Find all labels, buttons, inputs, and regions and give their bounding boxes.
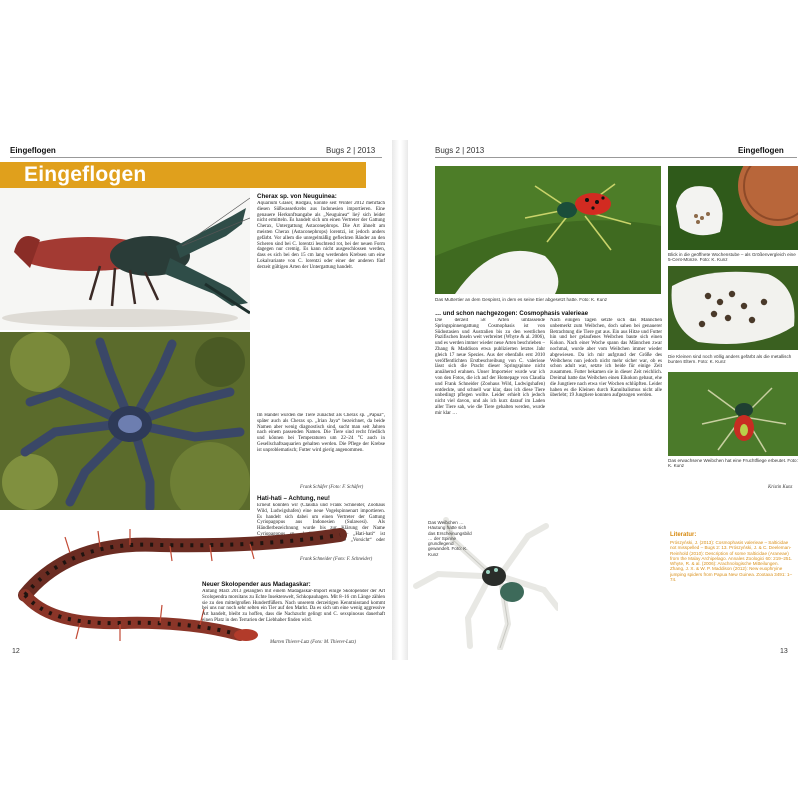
header-rule-right (435, 157, 797, 158)
page-number-right: 13 (780, 648, 788, 655)
article-heading: … und schon nachgezogen: Cosmophasis valerieae (435, 310, 589, 317)
issue-label-right: Bugs 2 | 2013 (435, 146, 485, 155)
centipede-credit: Marten Thierer-Lutz (Foto: M. Thierer-Lutz) (270, 640, 356, 645)
cherax-credit: Frank Schäfer (Foto: F. Schäfer) (300, 485, 364, 490)
section-banner (0, 162, 366, 188)
caption-nest: Das Muttertier an dem Gespinst, in dem es seine Eier abgesetzt hatte. Foto: K. Kunz (435, 297, 608, 302)
female-spider-photo (668, 372, 798, 456)
spiderlings-photo (668, 266, 798, 350)
article-author: Kristin Kunz (768, 485, 793, 490)
egg-sac-photo (668, 166, 798, 250)
crayfish-photo (0, 188, 250, 330)
book-gutter (392, 140, 408, 660)
hatihati-heading: Hati-hati – Achtung, neu! (257, 495, 330, 502)
caption-egg-sac: Blick in die geöffnete Wochenstube – als Größenvergleich eine 5-Cent-Münze. Foto: K. Kunz (668, 252, 796, 263)
cherax-trade-text: Im Handel wurden die Tiere zunächst als Cherax sp. „Papua“, später auch als Cherax sp. „Irian Jaya“ bezeichnet, da beide Namen aber wenig diagnostisch sind, sucht man seit Jahren nach einem passenden Namen. Die Tiere sind recht friedlich und können bei Temperaturen um 22–24 °C auch in Gesellschaftsaquarien gehalten werden. Die Pflege der Krebse ist unproblematisch; Futter wird gierig angenommen. (257, 413, 385, 453)
hatihati-credit: Frank Schneider (Foto: F. Schneider) (300, 557, 373, 562)
running-head-right: Eingeflogen (738, 146, 784, 155)
article-column-2: Nach einigen Tagen setzte sich das Männchen unbemerkt zum Weibchen, doch sahen bei genauerer Betrachtung die Tiere gut aus. Ein aus Hitze und Futter hin und her gelaufenes Weibchen baute sich einen Kokon. Nach einer Woche spann das Männchen zwar nochmal, wurde aber vom Weibchen immer wieder abgewiesen. Da ich mir aufgrund der Größe des Weibchens nun jedoch nicht mehr sicher war, ob es schon adult war, setzte ich beide für einige Zeit zusammen. Futter bekamen sie in dieser Zeit reichlich. Dreimal hatte das Weibchen einen Eikokon gebaut, ehe die Jungtiere nach etwa vier Wochen schlüpften. Leider haben es die Kleinen durch Kannibalismus nicht alle überlebt; 19 Jungtiere konnten aufgezogen werden. (550, 318, 662, 399)
caption-white-spider: Das Weibchen … Häutung hatte sich das Erscheinungsbild … der Spinne grundlegend gewandelt. Foto: K. Kunz (428, 520, 472, 557)
cherax-heading: Cherax sp. von Neuguinea: (257, 193, 337, 200)
running-head-left: Eingeflogen (10, 146, 56, 155)
page-number-left: 12 (12, 648, 20, 655)
tarantula-photo (0, 332, 250, 510)
header-rule (10, 157, 382, 158)
cherax-text: Aquarium Glaser, Rodgau, konnte seit Winter 2012 mehrfach diesen Süßwasserkrebs aus Indonesien importieren. Eine genauere Herkunftsangabe als „Neuguinea“ lieÿ sich leider nicht ermitteln. Es handelt sich um einen Vertreter der Gattung Cherax, Untergattung Astaconephrops. Die Art ähnelt am meisten Cherax (Astaconephrops) lorentzi, ist jedoch anders gefärbt. Vor allem die unregelmäßig gefleckten Ränder an den Scheren sind bei C. lorentzi leuchtend rot, bei der neuen Form dagegen nur cremig. Es kann nicht ausgeschlossen werden, dass es sich bei den 15 cm lang werdenden Krebsen um eine Lokalvariante von C. lorentzi oder einer der anderen fünf derzeit gültigen Arten der Untergattung handelt. (257, 201, 385, 270)
centipede-heading: Neuer Skolopender aus Madagaskar: (202, 581, 311, 588)
right-page (408, 140, 800, 660)
left-page (0, 140, 392, 660)
literature-heading: Literatur: (670, 532, 697, 538)
hatihati-text: Erneut konnten wir (Claudia und Frank Schneider, Zoohaus Wild, Ludwigshafen) eine neue Vogelspinnenart importieren. Es handelt sich dabei um einen Vertreter der Gattung Cyriopagopus aus Indonesien (Sulawesi). Als Händlerbezeichnung wurde bis zur Klärung der Name Cyriopagopus sp. „hatihati“ gewählt – „Hati-hati“ ist indonesisch und bedeutet so viel wie „Vorsicht“ oder „Achtung“. (257, 503, 385, 549)
centipede-text: Anfang März 2013 gelangten mit einem Madagaskar-Import einige Skolopender der Art Scolopendra morsitans zu Echte Insektenwelt, Schkopauhagen. Mit 8–16 cm Länge zählen sie zu den mittelgroßen Hundertfüßern. Nach unserem derzeitigen Kenntnisstand kommt bei uns nur noch sehr selten ein Tier auf den Markt. Da es sich um eine wenig aggressive Art handelt, bleibt zu hoffen, dass die Nachzucht gelingt und C. sexspinosus dauerhaft einen Platz in den Terrarien der Liebhaber finden wird. (202, 589, 385, 623)
spider-nest-photo (435, 166, 661, 294)
caption-female: Das erwachsene Weibchen hat eine Fruchtfliege erbeutet. Foto: K. Kunz (668, 458, 798, 469)
banner-title: Eingeflogen (24, 163, 147, 186)
issue-label-left: Bugs 2 | 2013 (326, 146, 376, 155)
caption-spiderlings: Die Kleinen sind noch völlig anders gefärbt als die metallisch bunten Eltern. Foto: K. Kunz (668, 354, 792, 365)
literature-text: Prószyński, J. (2013): Cosmophasis valerieae – Salticidae not misspelled – Bugs 2: 13. Prószyński, J. & C. Deeleman-Reinhold (2010): Description of some Salticidae (Araneae) from the Malay Archipelago. Annales Zoologici 60: 219–251. Whyte, R. & al. (2006): Arachnologische Mitteilungen. Zhang, J. X. & W. P. Maddison (2012): New euophryine jumping spiders from Papua New Guinea. Zootaxa 3491: 1–74. (670, 540, 793, 583)
article-column-1: Die derzeit 58 Arten umfassende Springspinnengattung Cosmophasis ist von Südostasien und Australien bis zu den westlichen Pazifischen Inseln weit verbreitet (Whyte & al. 2006), und es werden immer wieder neue Arten beschrieben – Zhang & Maddison etwa publizierten letztes Jahr gleich 17 neue Spezies. Aus der ebenfalls erst 2010 veröffentlichten Erstbeschreibung von C. valerieae lässt sich die Pracht dieser Springspinne nicht annähernd erahnen. Unser Importeier wurde war ich von den Fotos, die ich auf der Homepage von Claudia und Frank Schneider (Zoohaus Wild, Ludwigshafen) entdeckte, und schnell war klar, dass ich diese Tiere unbedingt pflegen wollte. Leider erhielt ich jedoch nicht viel davon, und als ich kurz darauf im Laden aller Tiere sah, wie die Tiere gehalten werden, wurde mir klar … (435, 318, 545, 416)
